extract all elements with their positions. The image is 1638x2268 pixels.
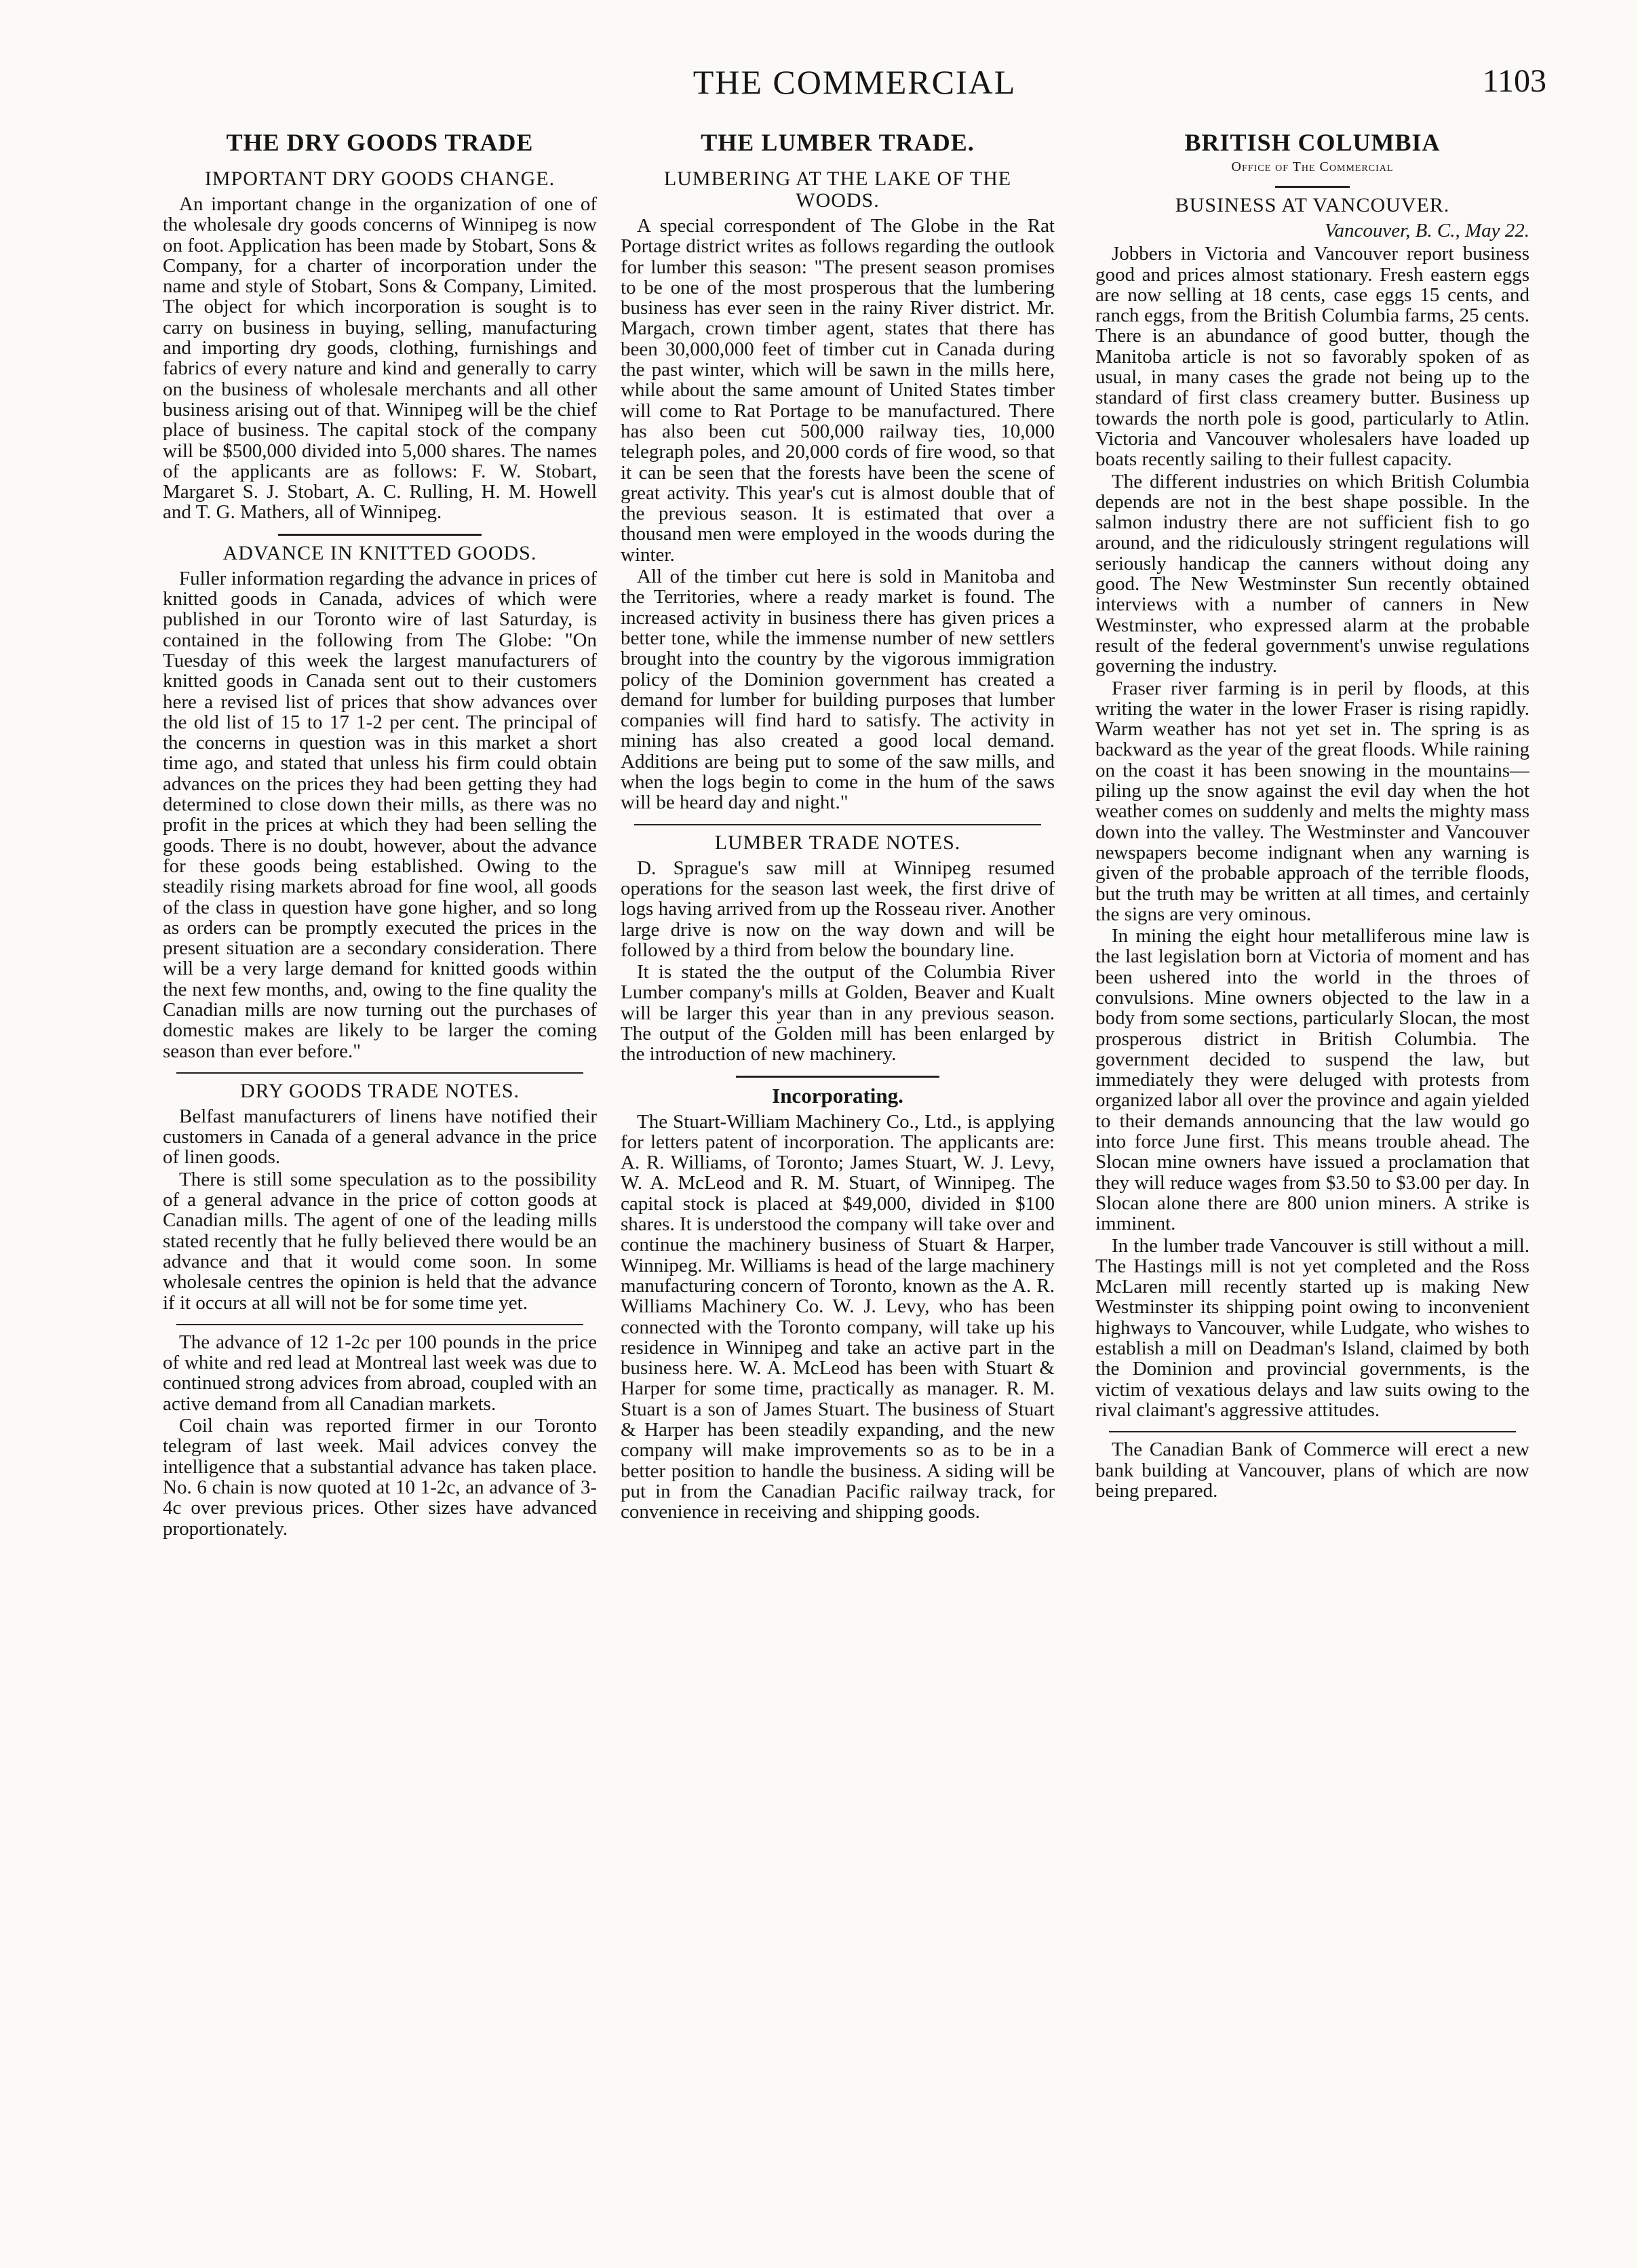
office-line: Office of The Commercial bbox=[1231, 159, 1394, 174]
article-paragraph: The Canadian Bank of Commerce will erect a new bank building at Vancouver, plans of which are now being prepared. bbox=[1095, 1439, 1529, 1502]
article-paragraph: Fuller information regarding the advance in prices of knitted goods in Canada, advices of which were published in our Toronto wire of last Saturday, is contained in the following from The Globe: "On Tuesday of this week the largest manufacturers of knitted goods in Canada sent out to their customers here a revised list of prices that show advances over the old list of 15 to 17 1-2 per cent. The principal of the concerns in question was in this market a short time ago, and stated that unless his firm could obtain advances on the prices they had been getting they had determined to close down their mills, as there was no profit in the prices at which they had been selling the goods. There is no doubt, however, about the advance for these goods being established. Owing to the steadily rising markets abroad for fine wool, all goods of the class in question have gone higher, and so long as orders can be promptly executed the prices in the present situation are a secondary consideration. There will be a very large demand for knitted goods within the next few months, and, owing to the fine quality the Canadian mills are now turning out the purchases of domestic makes are likely to be larger the coming season than ever before." bbox=[163, 567, 597, 1062]
divider bbox=[1109, 1431, 1516, 1432]
article-paragraph: Fraser river farming is in peril by floods, at this writing the water in the lower Fraser is rising rapidly. Warm weather has not yet set in. The spring is as backward as the year of the great floods. While raining on the coast it has been snowing in the mountains—piling up the snow against the evil day when the hot weather comes on suddenly and melts the mighty mass down into the valley. The Westminster and Vancouver newspapers become indignant when any warning is given of the probable approach of the terrible floods, but the truth may be written at all times, and certainly the signs are very ominous. bbox=[1095, 677, 1529, 925]
article-paragraph: Belfast manufacturers of linens have notified their customers in Canada of a general advance in the price of linen goods. bbox=[163, 1105, 597, 1169]
divider bbox=[176, 1072, 583, 1074]
article-paragraph: D. Sprague's saw mill at Winnipeg resumed operations for the season last week, the first drive of logs having arrived from up the Rosseau river. Another large drive is now on the way down and will be followed by a third from below the boundary line. bbox=[621, 857, 1055, 961]
article-title-lumber-notes: LUMBER TRADE NOTES. bbox=[714, 831, 961, 854]
section-heading-dry-goods: THE DRY GOODS TRADE bbox=[226, 129, 534, 156]
article-title-important-change: IMPORTANT DRY GOODS CHANGE. bbox=[204, 168, 555, 190]
article-paragraph: The Stuart-William Machinery Co., Ltd., is applying for letters patent of incorporation. The applicants are: A. R. Williams, of Toronto; James Stuart, W. J. Levy, W. A. McLeod and R. M. Stuart, of Winnipeg. The capital stock is placed at $49,000, divided in $100 shares. It is understood the company will take over and continue the machinery business of Stuart & Harper, Winnipeg. Mr. Williams is head of the large machinery manufacturing concern of Toronto, known as the A. R. Williams Machinery Co. W. J. Levy, who has been connected with the Toronto company, will take up his residence in Winnipeg and take an active part in the business here. W. A. McLeod has been with Stuart & Harper for some time, practically as manager. R. M. Stuart is a son of James Stuart. The business of Stuart & Harper has been steadily expanding, and the new company will make improvements so as to be in a better position to handle the business. A siding will be put in from the Canadian Pacific railway track, for convenience in receiving and shipping goods. bbox=[621, 1110, 1055, 1523]
column-british-columbia bbox=[1095, 129, 1529, 2231]
page-header bbox=[0, 62, 1638, 117]
article-paragraph: An important change in the organization of one of the wholesale dry goods concerns of Winnipeg is now on foot. Application has been made by Stobart, Sons & Company, for a charter of incorporation under the name and style of Stobart, Sons & Company, Limited. The object for which incorporation is sought is to carry on business in buying, selling, manufacturing and importing dry goods, clothing, furnishings and fabrics of every nature and kind and generally to carry on the business of wholesale merchants and all other business arising out of that. Winnipeg will be the chief place of business. The capital stock of the company will be $500,000 divided into 5,000 shares. The names of the applicants are as follows: F. W. Stobart, Margaret S. J. Stobart, A. C. Rulling, H. M. Howell and T. G. Mathers, all of Winnipeg. bbox=[163, 193, 597, 524]
article-title-lake-of-woods: LUMBERING AT THE LAKE OF THE WOODS. bbox=[663, 168, 1012, 212]
article-title-incorporating: Incorporating. bbox=[772, 1083, 903, 1108]
article-paragraph: All of the timber cut here is sold in Manitoba and the Territories, where a ready market is found. The increased activity in business there has given prices a better tone, while the immense number of new settlers brought into the country by the vigorous immigration policy of the Dominion government has created a demand for lumber for building purposes that lumber companies will find hard to satisfy. The activity in mining has also created a good local demand. Additions are being put to some of the saw mills, and when the logs begin to come in the hum of the saws will be heard day and night." bbox=[621, 566, 1055, 814]
dateline: Vancouver, B. C., May 22. bbox=[1324, 220, 1529, 241]
column-lumber bbox=[621, 129, 1055, 2231]
article-title-vancouver: BUSINESS AT VANCOUVER. bbox=[1175, 194, 1450, 216]
column-dry-goods bbox=[163, 129, 597, 2231]
article-paragraph: The different industries on which British Columbia depends are not in the best shape possible. In the salmon industry there are not sufficient fish to go around, and the ridiculously stringent regulations will seriously handicap the canners without doing any good. The New Westminster Sun recently obtained interviews with a number of canners in New Westminster, who expressed alarm at the probable result of the federal government's unwise regulations governing the industry. bbox=[1095, 470, 1529, 678]
page-number: 1103 bbox=[1482, 63, 1546, 99]
article-title-trade-notes: DRY GOODS TRADE NOTES. bbox=[239, 1079, 520, 1102]
divider bbox=[176, 1324, 583, 1325]
article-paragraph: There is still some speculation as to the possibility of a general advance in the price of cotton goods at Canadian mills. The agent of one of the leading mills stated recently that he fully believed there would be an advance and that it would come soon. In some wholesale centres the opinion is held that the advance if it occurs at all will not be for some time yet. bbox=[163, 1168, 597, 1314]
divider bbox=[278, 534, 482, 536]
article-paragraph: In the lumber trade Vancouver is still without a mill. The Hastings mill is not yet completed and the Ross McLaren mill recently started up is making New Westminster its shipping point owing to inconvenient highways to Vancouver, while Ludgate, who wishes to establish a mill on Deadman's Island, claimed by both the Dominion and provincial governments, is the victim of vexatious delays and law suits owing to the rival claimant's aggressive attitudes. bbox=[1095, 1234, 1529, 1421]
section-heading-british-columbia: BRITISH COLUMBIA bbox=[1184, 129, 1441, 156]
article-title-knitted-goods: ADVANCE IN KNITTED GOODS. bbox=[222, 541, 537, 564]
article-paragraph: It is stated the the output of the Columbia River Lumber company's mills at Golden, Beaver and Kualt will be larger this year than in any previous season. The output of the Golden mill has been enlarged by the introduction of new machinery. bbox=[621, 961, 1055, 1065]
section-heading-lumber: THE LUMBER TRADE. bbox=[701, 129, 975, 156]
divider bbox=[634, 824, 1041, 825]
divider bbox=[1275, 186, 1350, 188]
article-paragraph: Jobbers in Victoria and Vancouver report business good and prices almost stationary. Fresh eastern eggs are now selling at 18 cents, case eggs 15 cents, and ranch eggs, from the British Columbia farms, 25 cents. There is an abundance of good butter, though the Manitoba article is not so favorably spoken of as usual, in many cases the grade not being up to the standard of first class creamery butter. Business up towards the north pole is good, particularly to Atlin. Victoria and Vancouver wholesalers have loaded up boats recently sailing to their fullest capacity. bbox=[1095, 243, 1529, 471]
article-paragraph: A special correspondent of The Globe in the Rat Portage district writes as follows regarding the outlook for lumber this season: "The present season promises to be one of the most prosperous that the lumbering business has ever seen in the rainy River district. Mr. Margach, crown timber agent, states that there has been 30,000,000 feet of timber cut in Canada during the past winter, which will be sawn in the mills here, while about the same amount of United States timber will come to Rat Portage to be manufactured. There has also been cut 500,000 railway ties, 10,000 telegraph poles, and 20,000 cords of fire wood, so that it can be seen that the forests have been the scene of great activity. This year's cut is almost double that of the previous season. It is estimated that over a thousand men were employed in the woods during the winter. bbox=[621, 215, 1055, 566]
divider bbox=[736, 1076, 939, 1078]
article-paragraph: Coil chain was reported firmer in our Toronto telegram of last week. Mail advices convey the intelligence that a substantial advance has taken place. No. 6 chain is now quoted at 10 1-2c, an advance of 3-4c over previous prices. Other sizes have advanced proportionately. bbox=[163, 1415, 597, 1540]
paper-title: THE COMMERCIAL bbox=[693, 63, 1017, 101]
article-paragraph: In mining the eight hour metalliferous mine law is the last legislation born at Victoria of moment and has been ushered into the world in the throes of convulsions. Mine owners objected to the law in a body from some sections, particularly Slocan, the most prosperous district in British Columbia. The government decided to suspend the law, but immediately they were deluged with protests from organized labor all over the province and again yielded to their demands announcing that the law would go into force June first. This means trouble ahead. The Slocan mine owners have issued a proclamation that they will reduce wages from $3.50 to $3.00 per day. In Slocan alone there are 800 union miners. A strike is imminent. bbox=[1095, 925, 1529, 1235]
article-paragraph: The advance of 12 1-2c per 100 pounds in the price of white and red lead at Montreal last week was due to continued strong advices from abroad, coupled with an active demand from all Canadian markets. bbox=[163, 1331, 597, 1415]
